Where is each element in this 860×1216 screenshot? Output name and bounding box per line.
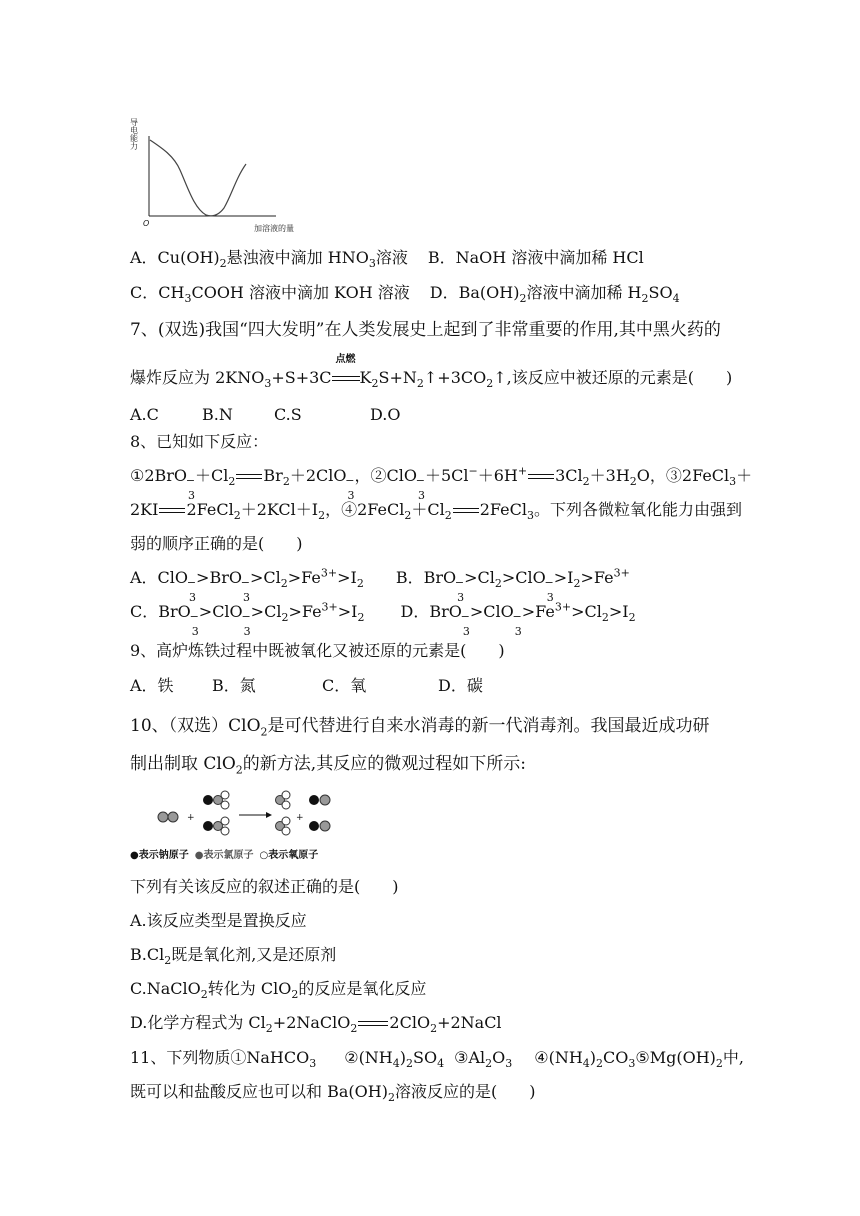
conductivity-curve (150, 140, 246, 216)
q8-title: 8、已知如下反应： (130, 432, 269, 451)
q6-option-d: D．$Ba(OH)_2$溶液中滴加稀 $H_2SO_4$ (429, 283, 680, 306)
q7-option-b: B.N (202, 405, 233, 424)
q10-option-c: C.NaClO$_2$转化为 ClO$_2$的反应是氧化反应 (130, 979, 427, 1002)
plus-sign-2: + (296, 813, 304, 823)
q8-line2: 2KI $2FeCl_2+2KCl+I_2$，$④2FeCl_2+Cl_2$ 2FeCl$_3$。下列各微粒氧化能力由强到 (130, 500, 742, 523)
q7-options (130, 405, 400, 425)
q9-stem: 9、高炉炼铁过程中既被氧化又被还原的元素是( ) (130, 641, 505, 660)
q7-stem-line2: 爆炸反应为 $2KNO_3+S+3C$ 点燃 $K_2S+N_2↑+3CO_2↑$,该反应中被还原的元素是( ) (130, 354, 733, 391)
q8-line3: 弱的顺序正确的是( ) (130, 534, 303, 553)
q7-option-c: C.S (274, 405, 302, 424)
conductivity-graph (128, 108, 294, 236)
cl2-molecule (158, 812, 178, 822)
q6-options-row1 (130, 248, 644, 271)
legend-sodium: ●表示钠原子 (130, 850, 189, 861)
atom-legend (130, 846, 318, 861)
q10-stem-line2: 制出制取 ClO$_2$的新方法,其反应的微观过程如下所示: (130, 754, 526, 777)
q7-stem-line1: 7、(双选)我国“四大发明”在人类发展史上起到了非常重要的作用,其中黑火药的 (130, 320, 721, 340)
q8-option-c: C．BrO − 3 >ClO − 3 $>Cl_2>Fe^{3+}>I_2$ (130, 600, 365, 638)
clo2-molecules (276, 791, 291, 835)
reaction-arrow (239, 812, 272, 818)
q9-option-d: D．碳 (438, 676, 483, 695)
q8-option-a: A．ClO − 3 >BrO − 3 $>Cl_2>Fe^{3+}>I_2$ (130, 566, 364, 604)
q8-line1: ①2BrO − 3 $+Cl_2$ $Br_2+2ClO$ − 3 ，②ClO − 3 ＋5Cl−＋6H+ $3Cl_2+3H_2O$，③2FeCl$_3$＋ (130, 464, 753, 502)
q8-options-row2 (130, 600, 636, 638)
q8-option-b: B．BrO − 3 $>Cl_2>ClO$ − 3 $>I_2>Fe^{3+}$ (395, 566, 630, 604)
q6-option-a: A．$Cu(OH)_2$悬浊液中滴加 $HNO_3$溶液 (130, 248, 408, 271)
graph-origin: O (143, 219, 150, 228)
naclo2-molecules (203, 791, 229, 835)
q9-option-c: C．氧 (322, 676, 367, 695)
plus-sign-1: + (187, 813, 195, 823)
q9-option-a: A．铁 (130, 676, 174, 695)
legend-oxygen: ○表示氧原子 (259, 850, 319, 861)
q10-ask: 下列有关该反应的叙述正确的是( ) (130, 877, 399, 896)
q7-option-d: D.O (370, 405, 401, 424)
graph-xlabel: 加溶液的量 (254, 224, 294, 233)
q8-options-row1 (130, 566, 630, 604)
legend-chlorine: ●表示氯原子 (194, 850, 254, 861)
graph-ylabel: 导电能力 (129, 118, 139, 150)
q7-option-a: A.C (130, 405, 159, 424)
q6-option-b: B．NaOH 溶液中滴加稀 HCl (427, 248, 644, 267)
q6-option-c: C．$CH_3COOH$ 溶液中滴加 KOH 溶液 (130, 283, 410, 306)
reaction-diagram (150, 790, 350, 840)
q11-stem-line1: 11、下列物质①NaHCO$_3$ $②(NH_4)_2SO_4$ $③Al_2O_3$ $④(NH_4)_2CO_3⑤Mg(OH)_2$中, (130, 1048, 745, 1071)
q9-options (130, 676, 483, 696)
q8-option-d: D．BrO − 3 >ClO − 3 $>Fe^{3+}>Cl_2>I_2$ (400, 600, 636, 638)
q10-stem-line1: 10、（双选）ClO$_2$是可代替进行自来水消毒的新一代消毒剂。我国最近成功研 (130, 716, 710, 739)
q10-option-d: D.化学方程式为 $Cl_2+2NaClO_2$ 2ClO$_2$+2NaCl (130, 1013, 502, 1036)
q9-option-b: B．氮 (212, 676, 256, 695)
nacl-molecules (309, 795, 330, 831)
reaction-condition: 点燃 (332, 368, 360, 388)
q10-option-a: A.该反应类型是置换反应 (130, 911, 307, 930)
q11-stem-line2: 既可以和盐酸反应也可以和 $Ba(OH)_2$溶液反应的是( ) (130, 1082, 536, 1105)
q10-option-b: $B.Cl_2$既是氧化剂,又是还原剂 (130, 945, 337, 968)
q6-options-row2 (130, 283, 680, 306)
